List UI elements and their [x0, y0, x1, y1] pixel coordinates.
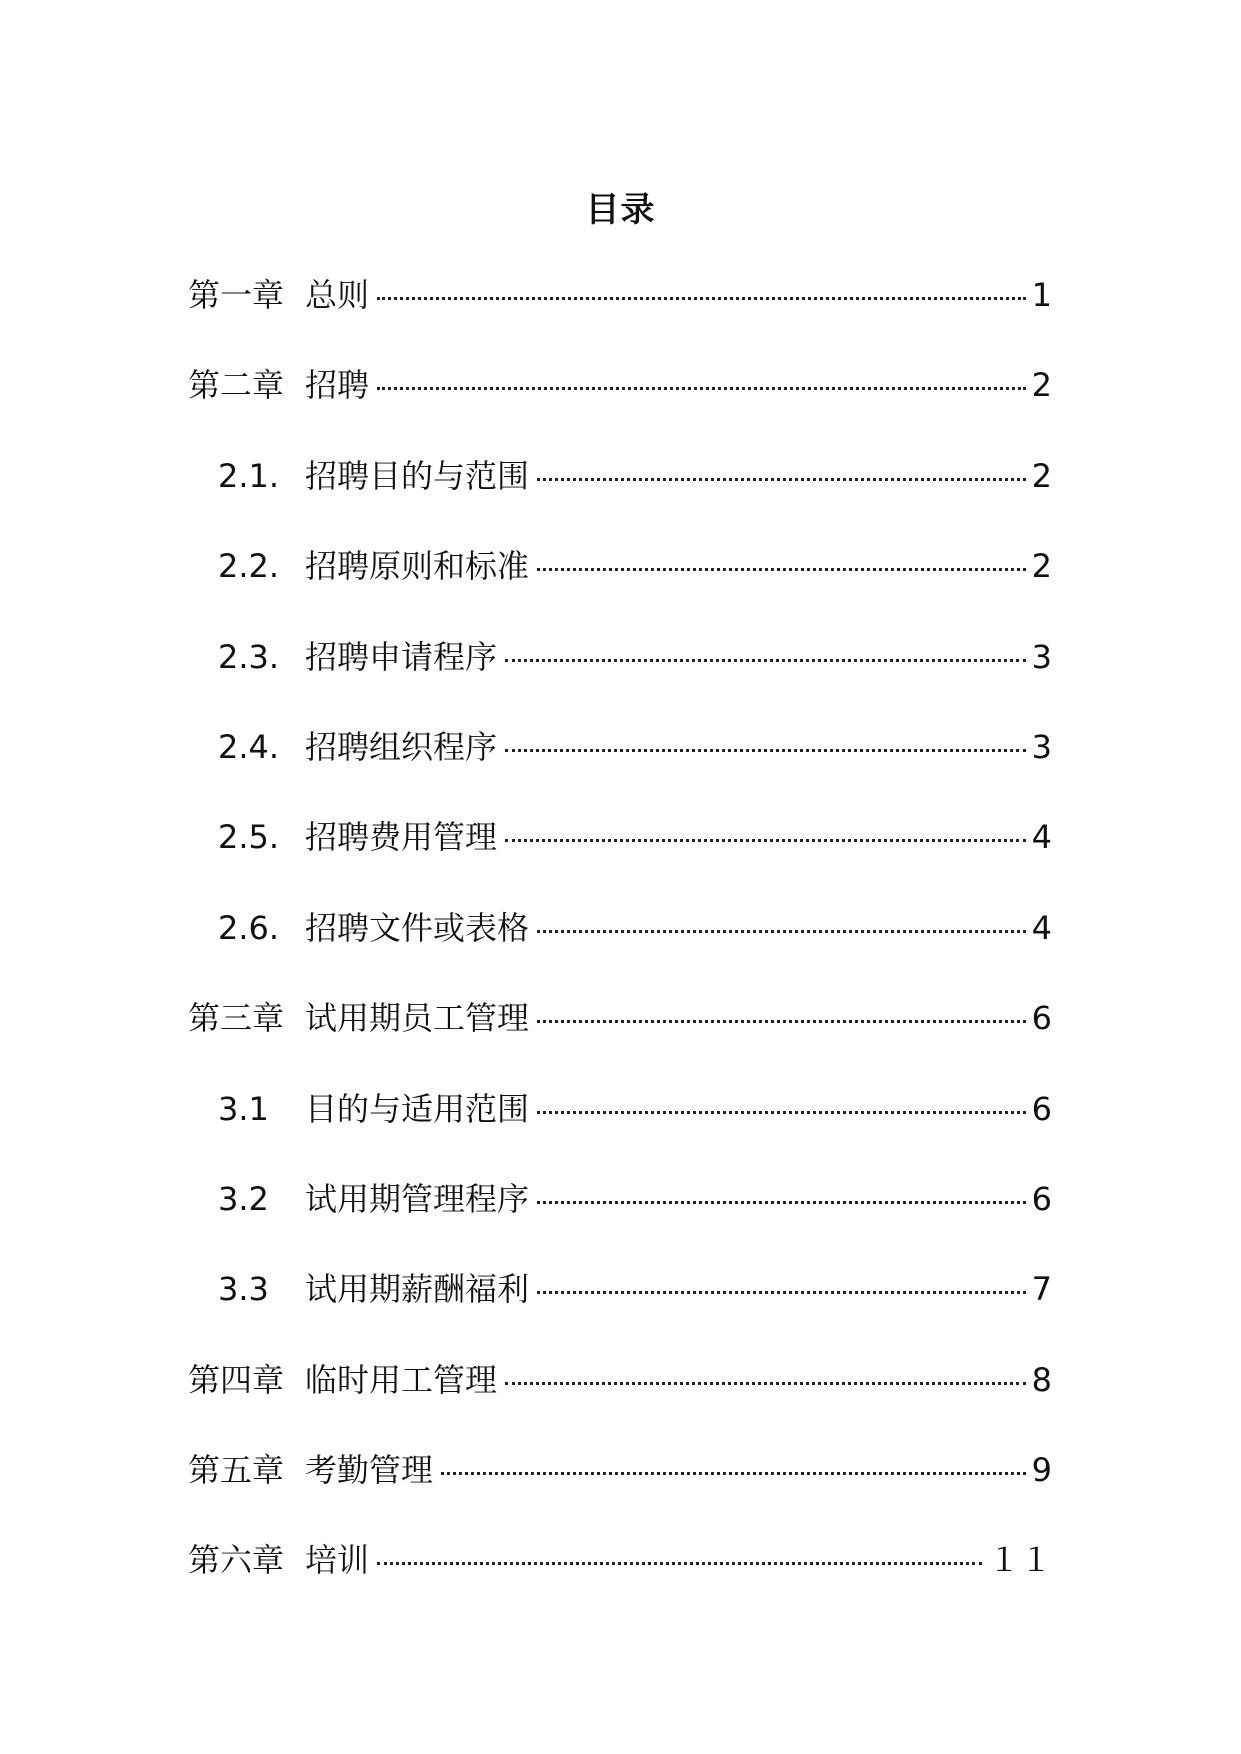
toc-entry-page: 2 [1031, 456, 1052, 495]
toc-entry-page: 2 [1031, 366, 1052, 405]
toc-entry-title: 招聘文件或表格 [305, 908, 530, 947]
toc-dot-leader [377, 387, 1026, 390]
toc-entry-number: 第四章 [188, 1360, 285, 1399]
toc-entry-page: 4 [1031, 908, 1052, 947]
toc-entry-page: 1 [1031, 276, 1052, 314]
toc-entry-number: 3.3 [218, 1270, 269, 1309]
toc-entry-number: 第六章 [188, 1541, 285, 1580]
toc-dot-leader [537, 1111, 1026, 1114]
toc-entry-number: 2.5. [218, 818, 280, 857]
toc-entry-title: 招聘申请程序 [305, 637, 498, 676]
toc-entry[interactable] [188, 541, 1052, 631]
toc-entry[interactable] [188, 1535, 1052, 1625]
toc-entry-number: 第五章 [188, 1451, 285, 1490]
toc-entry-page: １１ [987, 1541, 1052, 1580]
toc-entry-page: 7 [1031, 1270, 1052, 1309]
toc-entry-number: 3.2 [218, 1179, 269, 1218]
toc-dot-leader [537, 478, 1026, 481]
toc-entry-number: 2.3. [218, 637, 280, 676]
toc-entry-page: 2 [1031, 547, 1052, 586]
toc-dot-leader [537, 1201, 1026, 1204]
toc-dot-leader [505, 839, 1026, 842]
toc-entry-title: 考勤管理 [305, 1451, 434, 1490]
toc-entry-number: 3.1 [218, 1089, 269, 1128]
toc-entry-title: 招聘 [305, 366, 370, 405]
toc-entry-page: 3 [1031, 727, 1052, 766]
toc-entry-page: 4 [1031, 818, 1052, 857]
toc-entry-title: 试用期管理程序 [305, 1179, 530, 1218]
toc-entry[interactable] [188, 903, 1052, 993]
toc-entry[interactable] [188, 270, 1052, 360]
toc-entry-title: 培训 [305, 1541, 370, 1580]
toc-entry-title: 招聘组织程序 [305, 727, 498, 766]
toc-entry-number: 2.2. [218, 547, 280, 586]
toc-entry-page: 6 [1031, 1089, 1052, 1128]
toc-entry-title: 招聘原则和标准 [305, 547, 530, 586]
toc-dot-leader [537, 1291, 1026, 1294]
toc-entry-title: 招聘目的与范围 [305, 456, 530, 495]
toc-dot-leader [537, 930, 1026, 933]
toc-entry-title: 试用期员工管理 [305, 999, 530, 1038]
toc-entry[interactable] [188, 451, 1052, 541]
toc-dot-leader [505, 749, 1026, 752]
toc-entry-title: 招聘费用管理 [305, 818, 498, 857]
toc-entry-number: 2.1. [218, 456, 280, 495]
toc-list [188, 270, 1052, 1626]
toc-entry-page: 6 [1031, 1179, 1052, 1218]
toc-entry-number: 第三章 [188, 999, 285, 1038]
toc-entry[interactable] [188, 722, 1052, 812]
toc-entry[interactable] [188, 812, 1052, 902]
toc-entry-title: 临时用工管理 [305, 1360, 498, 1399]
toc-entry-title: 总则 [305, 276, 370, 314]
toc-entry-page: 9 [1031, 1451, 1052, 1490]
toc-dot-leader [537, 568, 1026, 571]
toc-entry-number: 第二章 [188, 366, 285, 405]
toc-entry[interactable] [188, 1445, 1052, 1535]
toc-entry-page: 3 [1031, 637, 1052, 676]
toc-entry[interactable] [188, 993, 1052, 1083]
toc-entry-title: 目的与适用范围 [305, 1089, 530, 1128]
toc-dot-leader [377, 297, 1026, 300]
toc-dot-leader [441, 1472, 1026, 1475]
toc-title: 目录 [585, 190, 656, 230]
toc-entry-page: 8 [1031, 1360, 1052, 1399]
toc-entry[interactable] [188, 360, 1052, 450]
toc-entry[interactable] [188, 1084, 1052, 1174]
toc-dot-leader [505, 1382, 1026, 1385]
toc-dot-leader [377, 1562, 982, 1565]
toc-entry[interactable] [188, 1174, 1052, 1264]
toc-entry-title: 试用期薪酬福利 [305, 1270, 530, 1309]
toc-entry-number: 第一章 [188, 276, 285, 314]
toc-entry-page: 6 [1031, 999, 1052, 1038]
toc-entry[interactable] [188, 1264, 1052, 1354]
toc-dot-leader [505, 659, 1026, 662]
toc-entry-number: 2.4. [218, 727, 280, 766]
toc-entry[interactable] [188, 1355, 1052, 1445]
toc-entry[interactable] [188, 632, 1052, 722]
toc-entry-number: 2.6. [218, 908, 280, 947]
toc-dot-leader [537, 1020, 1026, 1023]
